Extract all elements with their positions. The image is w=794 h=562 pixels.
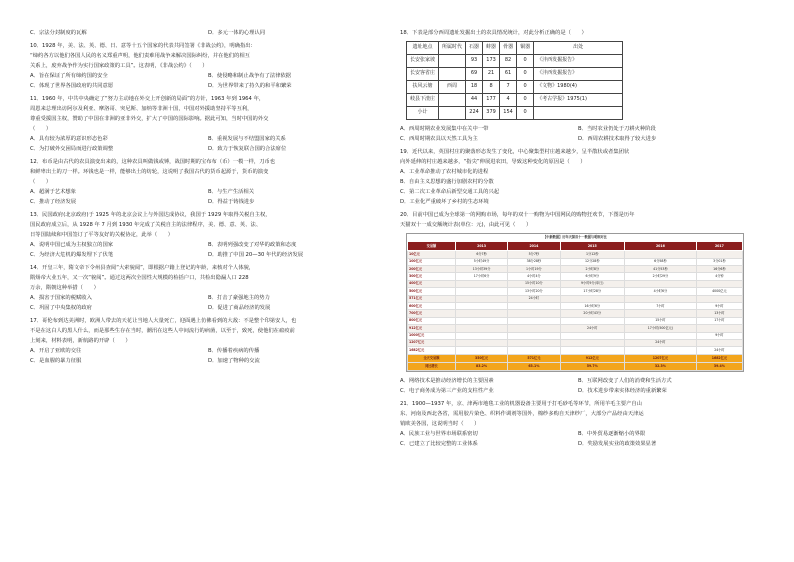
table-cell: 9小时: [696, 332, 742, 339]
row-label: 1207亿元: [408, 339, 456, 346]
table-cell: 9小时: [696, 302, 742, 309]
question-text: 上刻来，材料表明，新航路的开辟（ ）: [30, 338, 131, 344]
option-a: A．网络技术是推动经济增长的主要因素: [400, 377, 494, 384]
table-cell: 6分58秒: [625, 258, 697, 265]
row-label: 全天交易额: [408, 354, 456, 362]
option-c: C．巩固了中央集权的政府: [30, 305, 92, 311]
table-cell: [439, 55, 466, 68]
table-cell: [625, 332, 697, 339]
table-row: [408, 288, 743, 295]
table-cell: [455, 339, 507, 346]
table-cell: 82: [500, 55, 517, 68]
option-a: A．说明中国已成为主权独立的国家: [30, 242, 114, 248]
option-d: D．促进了商品经济的发展: [208, 305, 271, 311]
table-cell: 154: [500, 107, 517, 120]
row-label: 200亿元: [408, 265, 456, 272]
table-row: [408, 280, 743, 287]
table-cell: 224: [466, 107, 483, 120]
table-cell: [455, 347, 507, 354]
option-c: C．西周时期农具以天然工具为主: [400, 136, 478, 142]
table-cell: [439, 107, 466, 120]
question-text: 14．开皇三年，隋文帝下令州县查阅“大索貌阅”，即根据户籍上登记的年龄，来核对个人体貌，: [30, 265, 255, 271]
option-d: D．工业化严重破坏了乡村的生态环境: [400, 199, 489, 205]
option-a: A．开启了亚欧的交往: [30, 348, 82, 354]
question-text: 万余，隋朝这种举措（ ）: [30, 285, 99, 291]
table-cell: [560, 332, 624, 339]
table-cell: 41分53秒: [625, 265, 697, 272]
table-cell: [508, 325, 560, 332]
table-cell: 5小时49分: [455, 258, 507, 265]
question-12: [30, 157, 386, 207]
option-d: D．助推了中国 20—30 年代的经济发展: [208, 252, 304, 258]
table-cell: 17小时28分: [560, 288, 624, 295]
table-cell: 15小时: [625, 317, 697, 324]
table-row: [408, 273, 743, 280]
table-cell: [455, 302, 507, 309]
question-19: [400, 147, 756, 207]
table-cell: 350亿元: [455, 354, 507, 362]
table-cell: 6分7秒: [455, 251, 507, 258]
table-cell: 15小时10分: [508, 280, 560, 287]
table-cell: 4: [500, 94, 517, 107]
question-10: [30, 41, 386, 91]
option-c: C．推动了经济发展: [30, 199, 77, 205]
table-cell: 24小时: [625, 339, 697, 346]
table-cell: [439, 94, 466, 107]
table-cell: 24小时: [508, 295, 560, 302]
row-label: 1682亿元: [408, 347, 456, 354]
table-cell: [508, 310, 560, 317]
option-c: C．为打破外交困局而进行政策调整: [30, 146, 114, 152]
question-text: 18．下表是部分西周遗址发掘出土的农具情况统计，对此分析正确的是（ ）: [400, 30, 587, 36]
table-header: 交易额: [408, 242, 456, 251]
row-label: 100亿元: [408, 258, 456, 265]
table-cell: 7小时: [625, 302, 697, 309]
table-cell: 379: [483, 107, 500, 120]
table-cell: 13小时20分: [508, 288, 560, 295]
option-c: C．已建立了比较完整的工业体系: [400, 440, 478, 447]
option-c: C．第二次工业革命后新型交通工具的兴起: [400, 189, 500, 195]
row-label: 800亿元: [408, 317, 456, 324]
table-row: [407, 107, 623, 120]
question-14: [30, 263, 386, 313]
question-11: [30, 94, 386, 154]
chart-title: 【中新数据】历年天猫双十一数据与明细对比: [543, 235, 607, 239]
table-cell: 1分12秒: [560, 251, 624, 258]
option-d: D．技术进步带来实体经济的重新繁荣: [578, 387, 667, 394]
table-cell: [696, 295, 742, 302]
question-text: 天猫双十一成交额统计表(单位：元)，由此可见（ ）: [400, 222, 532, 228]
table-row: [408, 295, 743, 302]
question-text: 国民政府成立后，从 1928 年 7 月到 1930 年完成了关税自主的法律程序，美、德、意、英、法、: [30, 222, 262, 228]
option-d: D．奖励发展实业的政策效果显著: [578, 440, 657, 447]
summary-row: [408, 354, 743, 362]
table-cell: 38分28秒: [508, 258, 560, 265]
table-row: [408, 302, 743, 309]
option-d: D．为世界带来了持久的和平和繁荣: [208, 83, 292, 89]
table-cell: 61: [500, 68, 517, 81]
table-header: 蚌器: [483, 42, 500, 55]
row-label: 1000亿元: [408, 332, 456, 339]
table-cell: 69: [466, 68, 483, 81]
table-header: 2014: [508, 242, 560, 251]
table-cell: 西周: [439, 81, 466, 94]
table-cell: 7: [500, 81, 517, 94]
question-text: 东、河南及西北各省，需用胶片染色、织料作调剂等国外，棉纱多购自天津纱厂，大部分产品经由天津运: [400, 410, 644, 417]
table-header: 2017: [696, 242, 742, 251]
table-cell: 39.4%: [696, 362, 742, 370]
question-21: [400, 399, 756, 449]
table-cell: 16小时6分: [560, 302, 624, 309]
option-d: D．西周农耕技术取得了较大进步: [578, 136, 657, 142]
table-header: 2016: [625, 242, 697, 251]
table-cell: [455, 332, 507, 339]
table-cell: 《沣西发掘报告》: [534, 55, 623, 68]
table-cell: [560, 347, 624, 354]
option-c: C．为经济大危机的爆发埋下了伏笔: [30, 252, 114, 258]
question-text: 13．民国政府(北京政府)于 1925 年的北京会议上与外国达成协议，我国于 1929 年取得关税自主权，: [30, 212, 271, 218]
table-cell: 《考古学报》1975(1): [534, 94, 623, 107]
row-label: 571亿元: [408, 295, 456, 302]
option-b: B．打击了豪强地主的势力: [208, 295, 270, 301]
option-b: B．互联网改变了人们的消费和生活方式: [578, 377, 672, 384]
table-cell: [625, 310, 697, 317]
table-cell: 4000亿元: [696, 288, 742, 295]
table-cell: [625, 280, 697, 287]
table-cell: [534, 107, 623, 120]
option-b: B．自由主义思想的盛行加剧农村的分散: [400, 179, 494, 185]
table-cell: 0: [517, 94, 534, 107]
option-b: B．表明列强改变了对华的政策和态度: [208, 242, 297, 248]
right-column: [400, 28, 756, 449]
option-c: C．体现了世界各国政府的共同意愿: [30, 83, 114, 89]
left-column: [30, 28, 386, 366]
table-cell: [625, 251, 697, 258]
question-text: 向外延伸的村庄越来越多，“指尖”伸展进农田，导致这种变化的原因是（ ）: [400, 159, 586, 165]
summary-row: [408, 362, 743, 370]
table-cell: 0: [517, 68, 534, 81]
table-cell: 3分01秒: [696, 258, 742, 265]
table-cell: 912亿元: [560, 354, 624, 362]
table-cell: 24小时: [560, 325, 624, 332]
table-cell: 24小时: [696, 347, 742, 354]
table-header: 出处: [534, 42, 623, 55]
row-label: 同比增长: [408, 362, 456, 370]
option-b: B．使侵略和制止战争有了法律依据: [208, 73, 292, 79]
table-row: [408, 265, 743, 272]
question-text: 不是在这白人的黑人什么，而是那些生存在当时，潮汛在这些人中间流行的病菌，以至于，致死，使他们在瘟疫前: [30, 328, 295, 334]
table-row: [407, 81, 623, 94]
table-cell: 173: [483, 55, 500, 68]
option-d: D．多元一体的心理认同: [208, 30, 266, 36]
question-text: （ ）: [30, 126, 52, 132]
question-text: 销欧美各国，这说明当时（ ）: [400, 420, 480, 427]
table-cell: [696, 339, 742, 346]
table-row: [408, 347, 743, 354]
table-cell: 4分钟: [696, 273, 742, 280]
table-header-row: [407, 42, 623, 55]
table-cell: 扶风云塘: [407, 81, 439, 94]
option-a: A．超满于艺术想象: [30, 189, 76, 195]
row-label: 600亿元: [408, 302, 456, 309]
table-cell: 1小时19分: [508, 265, 560, 272]
table-header-row: [408, 242, 743, 251]
farm-tools-table: [406, 41, 623, 120]
table-cell: 4小时4分: [508, 273, 560, 280]
table-cell: 13小时: [696, 310, 742, 317]
option-d: D．致力于恢复联合国的合法席位: [208, 146, 287, 152]
table-cell: [508, 347, 560, 354]
table-cell: 长安客省庄: [407, 68, 439, 81]
question-text: 关系上，废弃战争作为实行国家政策的工具”。这表明，《非战公约》（ ）: [30, 63, 208, 69]
question-text: 19．近代以来，英国村庄的聚落形态发生了变化，中心聚集型村庄越来越少，呈半散状或者集团状: [400, 149, 630, 155]
table-cell: [560, 317, 624, 324]
option-d: D．加速了物种的交流: [208, 358, 260, 364]
table-cell: 岐县下渣庄: [407, 94, 439, 107]
table-cell: 6小时9分: [560, 273, 624, 280]
table-cell: 63.1%: [508, 362, 560, 370]
option-b: B．当时农业仍处于刀耕火种阶段: [578, 126, 656, 132]
row-label: 10亿元: [408, 251, 456, 258]
table-cell: [455, 317, 507, 324]
table-cell: 17小时(500亿元): [625, 325, 697, 332]
table-cell: 小计: [407, 107, 439, 120]
table-cell: 21: [483, 68, 500, 81]
table-cell: [508, 317, 560, 324]
option-b: B．传播着疾病的传播: [208, 348, 260, 354]
table-cell: 32.3%: [625, 362, 697, 370]
row-label: 400亿元: [408, 280, 456, 287]
table-cell: [696, 325, 742, 332]
question-text: 隋炀帝大业五年，又一次“貌阅”。通过这两次全国性大规模的检括户口，共检出隐漏人口 228: [30, 275, 249, 281]
table-cell: [696, 251, 742, 258]
table-cell: [508, 302, 560, 309]
double-eleven-stats-chart: [406, 233, 744, 372]
option-a: A．具有较为浓厚的意识形态色彩: [30, 136, 108, 142]
table-cell: [508, 339, 560, 346]
table-cell: [508, 332, 560, 339]
table-header: 所属时代: [439, 42, 466, 55]
option-a: A．损害于国家的税赋收入: [30, 295, 92, 301]
table-cell: 2小时8分: [560, 265, 624, 272]
question-13: [30, 210, 386, 260]
table-cell: [625, 295, 697, 302]
row-label: 912亿元: [408, 325, 456, 332]
table-header: 遗址地点: [407, 42, 439, 55]
table-cell: [625, 347, 697, 354]
table-row: [408, 251, 743, 258]
table-cell: 177: [483, 94, 500, 107]
table-row: [408, 339, 743, 346]
table-cell: 93: [466, 55, 483, 68]
table-cell: 1207亿元: [625, 354, 697, 362]
table-cell: [455, 295, 507, 302]
question-text: 17．哥伦布到达美洲时，欧洲人带去的天花让当地人大量死亡，迎面遇上仿佛看到的大敌：不是整个印第安人，也: [30, 318, 297, 324]
table-cell: 4小时6分: [625, 288, 697, 295]
table-row: [407, 55, 623, 68]
table-row: [408, 310, 743, 317]
table-cell: 《沣西发掘报告》: [534, 68, 623, 81]
table-header: 2015: [560, 242, 624, 251]
table-cell: [560, 339, 624, 346]
question-text: 10．1928 年，美、法、英、德、日、意等十五个国家的代表共同签署《非战公约》，明确指出：: [30, 43, 256, 49]
table-cell: 18: [466, 81, 483, 94]
question-text: 日等国陆续和中国签订了平等友好的关税协定，此举（ ）: [30, 232, 174, 238]
table-row: [408, 325, 743, 332]
question-text: 20．目前中国已成为全球第一的网购市场，每年的双十一购物为中国网民的购物狂欢节，下图是历年: [400, 212, 635, 218]
question-17: [30, 316, 386, 366]
table-row: [407, 68, 623, 81]
table-cell: 12分28秒: [560, 258, 624, 265]
option-c: C．宗法分封制度的瓦解: [30, 30, 87, 36]
table-cell: 20小时43分: [560, 310, 624, 317]
table-cell: [455, 288, 507, 295]
table-cell: 83.2%: [455, 362, 507, 370]
table-cell: 0: [517, 107, 534, 120]
table-cell: [696, 280, 742, 287]
option-c: C．是血腥的暴力征服: [30, 358, 82, 364]
table-cell: 2小时29分: [625, 273, 697, 280]
option-c: C．电子商务成为第三产业的支柱性产业: [400, 387, 494, 394]
table-cell: 13小时39分: [455, 265, 507, 272]
table-row: [408, 317, 743, 324]
table-cell: 0: [517, 55, 534, 68]
question-text: 11．1960 年，中共中央确定了“努力主动地在外交上开创新的局面”的方针，1963 年到 1964 年，: [30, 96, 265, 102]
table-row: [408, 258, 743, 265]
table-cell: 16分6秒: [696, 265, 742, 272]
table-row: [407, 94, 623, 107]
option-b: B．重视发展与不结盟国家的关系: [208, 136, 286, 142]
table-cell: 44: [466, 94, 483, 107]
table-header: 石器: [466, 42, 483, 55]
table-cell: 5分7秒: [508, 251, 560, 258]
table-header: 骨器: [500, 42, 517, 55]
table-header: 铜器: [517, 42, 534, 55]
question-text: 和鲜卑出土的刀一样。环钱也是一样，能够出土的纺轮，这说明了我国古代的货币起源于，货币的演变: [30, 169, 269, 175]
question-text: 12．布币是由古代的农具演变出来的，这种农具叫做钱或镈，战国时期的宝布布（币）一模一样，刀币也: [30, 159, 276, 165]
option-b: B．与生产生活相关: [208, 189, 255, 195]
option-b: B．中外贸易逐渐缩小的界限: [578, 430, 646, 437]
option-a: A．工业革命推动了农村城市化的进程: [400, 169, 489, 175]
question-text: 21．1900—1937 年，京、津两市地毯工业的机器设备主要用于打毛砂毛等环节，所用羊毛主要产自山: [400, 400, 642, 407]
table-cell: [439, 68, 466, 81]
table-cell: 8: [483, 81, 500, 94]
table-cell: 571亿元: [508, 354, 560, 362]
option-d: D．得益于铸钱进步: [208, 199, 255, 205]
table-cell: [560, 295, 624, 302]
question-20: [400, 210, 756, 396]
table-cell: 17小时6分: [455, 273, 507, 280]
table-cell: 0: [517, 81, 534, 94]
q9-options: [30, 28, 386, 38]
question-text: “缔约各方以他们各国人民的名义郑重声明，他们责难用战争来解决国际纠纷，并在他们的相互: [30, 53, 250, 59]
option-a: A．民族工业与世界市场联系密切: [400, 430, 478, 437]
question-text: 周恩来总理出访阿尔及利亚、摩洛哥、突尼斯、加纳等非洲十国，中国对外援助坚持平等互利，: [30, 106, 253, 112]
table-cell: 1682亿元: [696, 354, 742, 362]
question-text: （ ）: [30, 179, 52, 185]
table-cell: 59.7%: [560, 362, 624, 370]
table-cell: 长安张家坡: [407, 55, 439, 68]
stats-table: [407, 241, 743, 370]
table-cell: 9小时9分(单日): [560, 280, 624, 287]
question-18: [400, 28, 756, 144]
table-header: 2013: [455, 242, 507, 251]
option-a: A．旨在保证了所有缔约国的安全: [30, 73, 108, 79]
row-label: 300亿元: [408, 273, 456, 280]
table-cell: [455, 325, 507, 332]
row-label: 700亿元: [408, 310, 456, 317]
question-text: 尊重受援国主权，赞助了中国在非洲的亚非外交，扩大了中国的国际影响。据此可知，当时中国的外交: [30, 116, 269, 122]
row-label: 500亿元: [408, 288, 456, 295]
table-cell: 17小时: [696, 317, 742, 324]
option-a: A．西周时期农业发展集中在关中一带: [400, 126, 489, 132]
table-cell: [455, 310, 507, 317]
table-row: [408, 332, 743, 339]
table-cell: 《文物》1980(4): [534, 81, 623, 94]
table-cell: [455, 280, 507, 287]
